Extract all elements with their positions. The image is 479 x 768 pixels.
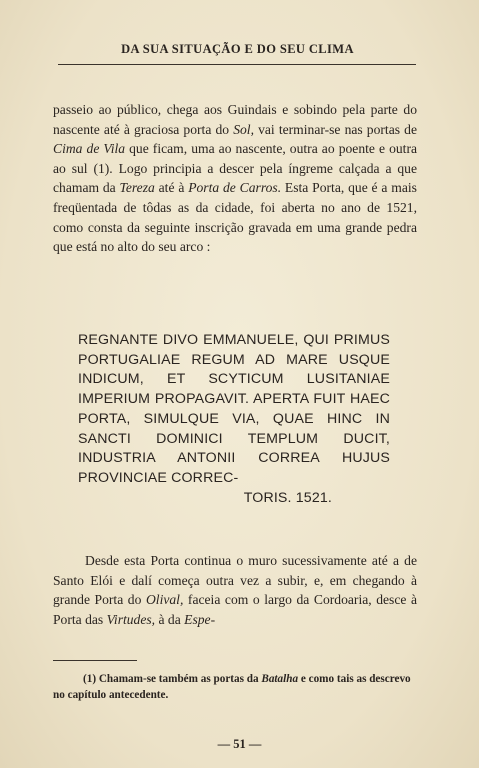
paragraph-1-italic-sol: Sol, xyxy=(233,121,254,137)
paragraph-1-italic-cima-de-vila: Cima de Vila xyxy=(53,141,126,157)
inscription-text: REGNANTE DIVO EMMANUELE, QUI PRIMUS PORTUGALIAE REGUM AD MARE USQUE INDICUM, ET SCYTICUM LUSITANIAE IMPERIUM PROPAGAVIT. APERTA FUIT HAEC PORTA, SIMULQUE VIA, QUAE HINC IN SANCTI DOMINICI TEMPLUM DUCIT, INDUSTRIA ANTONII CORREA HUJUS PROVINCIAE CORREC- xyxy=(78,332,390,486)
paragraph-2-italic-olival: Olival, xyxy=(145,592,184,608)
paragraph-1-text-5: Esta Porta, que é a mais freqüentada de tôdas as da cidade, foi aberta no ano de 1521, como consta da seguinte inscrição gravada em uma grande pedra que está no alto do seu arco : xyxy=(53,180,417,255)
footnote-text-2: e como tais as descrevo no capítulo antecedente. xyxy=(53,673,411,701)
paragraph-2-text-3: à da xyxy=(155,611,185,627)
paragraph-1-text-2: vai terminar-se nas portas de xyxy=(253,121,417,137)
footnote-rule xyxy=(53,660,137,661)
paragraph-2-italic-virtudes: Virtudes, xyxy=(106,611,156,627)
footnote-italic-batalha: Batalha xyxy=(261,673,299,685)
inscription-last-line: TORIS. 1521. xyxy=(243,489,332,506)
paragraph-1 xyxy=(53,100,417,257)
paragraph-1-text-3: que ficam, uma ao nascente, outra ao poente e outra ao sul (1). Logo principia a descer pela íngreme calçada a que chamam da xyxy=(53,141,418,196)
paragraph-1-italic-porta-de-carros: Porta de Carros. xyxy=(188,180,282,196)
header-rule xyxy=(58,64,416,65)
paragraph-2-text-2: faceia com o largo da Cordoaria, desce à Porta das xyxy=(53,592,417,627)
paragraph-2-italic-espe: Espe- xyxy=(184,611,216,627)
running-header: DA SUA SITUAÇÃO E DO SEU CLIMA xyxy=(121,42,354,56)
paragraph-1-text-4: até à xyxy=(154,180,189,196)
footnote-text-1: (1) Chamam-se também as portas da xyxy=(83,673,262,685)
paragraph-1-text-1: passeio ao público, chega aos Guindais e sobindo pela parte do nascente até à graciosa porta do xyxy=(53,102,417,137)
footnote xyxy=(53,672,417,703)
paragraph-2 xyxy=(53,551,417,629)
paragraph-2-text-1: Desde esta Porta continua o muro sucessivamente até a de Santo Elói e dalí começa outra vez a subir, e, em chegando à grande Porta do xyxy=(53,553,417,608)
latin-inscription xyxy=(78,331,390,508)
page-number: — 51 — xyxy=(217,737,262,751)
paragraph-1-italic-tereza: Tereza xyxy=(119,180,155,196)
